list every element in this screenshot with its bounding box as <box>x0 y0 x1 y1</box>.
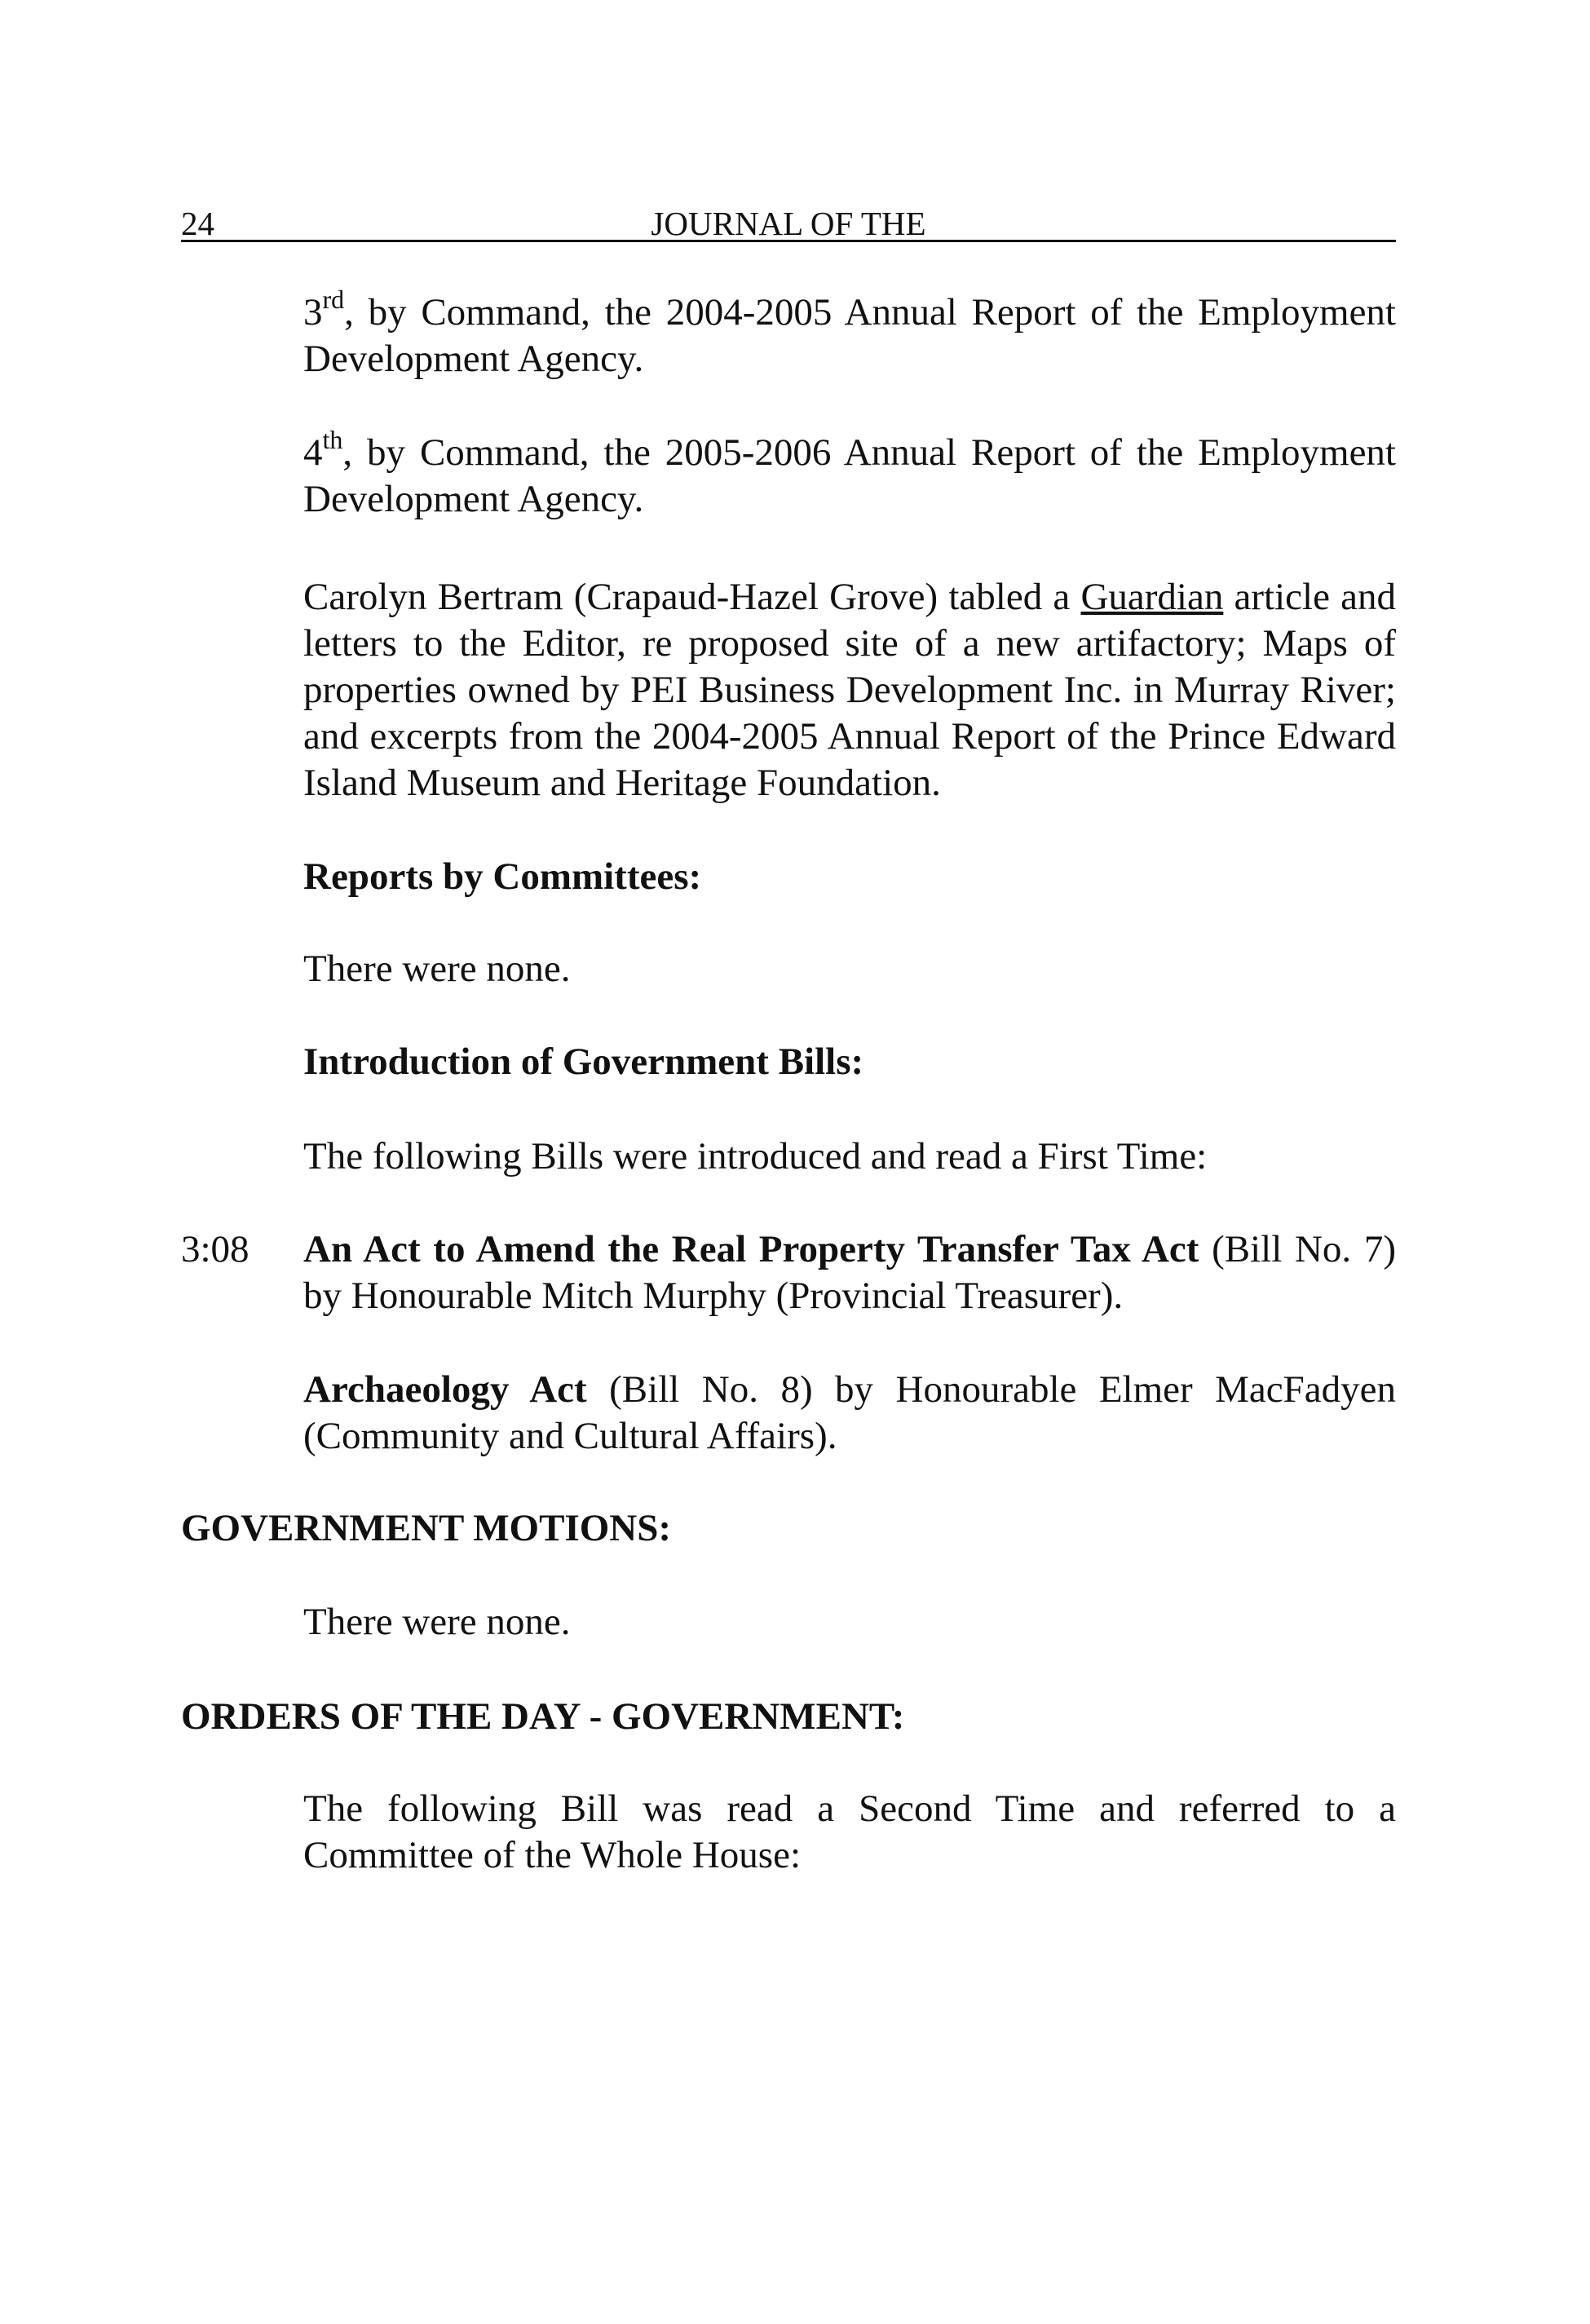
journal-title: JOURNAL OF THE <box>651 205 926 242</box>
gov-motions-heading: GOVERNMENT MOTIONS: <box>181 1507 672 1549</box>
bill-title: Archaeology Act <box>303 1368 587 1411</box>
ordinal-suffix: rd <box>322 285 345 314</box>
reports-heading: Reports by Committees: <box>303 855 702 898</box>
paragraph-text: Carolyn Bertram (Crapaud-Hazel Grove) tabled a <box>303 576 1081 618</box>
tabling-item-4th <box>303 425 1396 523</box>
tabling-text: , by Command, the 2004-2005 Annual Report of the Employment Development Agency. <box>303 291 1396 380</box>
ordinal-suffix: th <box>322 425 343 454</box>
bill-title: An Act to Amend the Real Property Transfer Tax Act <box>303 1228 1199 1270</box>
ordinal-number: 3 <box>303 291 323 334</box>
page-header <box>181 197 1396 242</box>
ordinal-number: 4 <box>303 431 323 474</box>
paragraph-text: article and letters to the Editor, re proposed site of a new artifactory; Maps of properties owned by PEI Business Development Inc. in Murray River; and excerpts from the 2004-2005 Annual Report of the Prince Edward Island Museum and Heritage Foundation. <box>303 576 1396 804</box>
gov-bills-heading: Introduction of Government Bills: <box>303 1040 864 1083</box>
page-number: 24 <box>181 205 214 242</box>
time-stamp: 3:08 <box>181 1228 250 1270</box>
bill-8-entry <box>303 1367 1396 1460</box>
bill-7-entry <box>303 1226 1396 1319</box>
tabling-item-3rd <box>303 285 1396 382</box>
bertram-tabling-paragraph <box>303 574 1396 806</box>
orders-heading: ORDERS OF THE DAY - GOVERNMENT: <box>181 1695 905 1738</box>
gov-bills-intro: The following Bills were introduced and read a First Time: <box>303 1135 1208 1177</box>
bill-details: (Bill No. 8) by Honourable Elmer MacFadyen (Community and Cultural Affairs). <box>303 1368 1397 1457</box>
orders-text: The following Bill was read a Second Time and referred to a Committee of the Whole House: <box>303 1787 1396 1876</box>
guardian-title: Guardian <box>1080 576 1224 618</box>
bill-details: (Bill No. 7) by Honourable Mitch Murphy (Provincial Treasurer). <box>303 1228 1396 1317</box>
gov-motions-text: There were none. <box>303 1601 571 1643</box>
tabling-text: , by Command, the 2005-2006 Annual Report of the Employment Development Agency. <box>303 431 1396 520</box>
reports-text: There were none. <box>303 948 571 990</box>
